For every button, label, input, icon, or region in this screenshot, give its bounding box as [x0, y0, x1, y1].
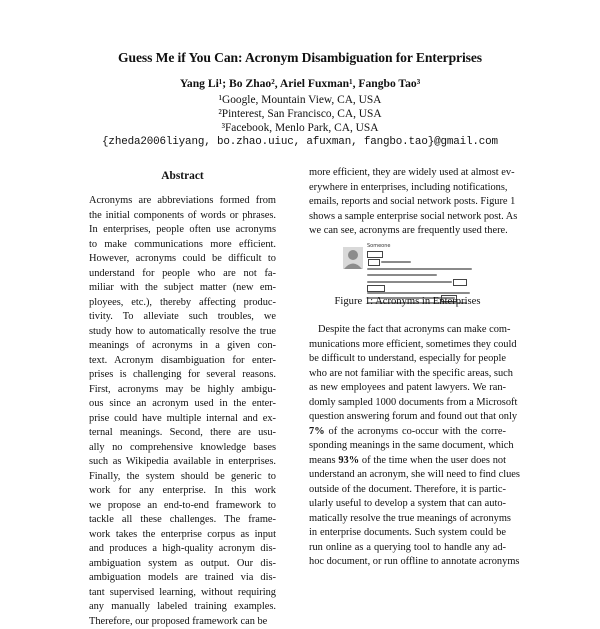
stat-high-rest: of the time when the user does not	[359, 455, 506, 466]
intro-line: be difficult to understand, especially for people	[309, 352, 506, 367]
abstract-line: miliar with the subject matter (new em-	[89, 281, 276, 296]
abstract-heading: Abstract	[89, 170, 276, 182]
stat-high-prefix: means	[309, 455, 338, 466]
abstract-line: meanings of acronyms in a given con-	[89, 339, 276, 354]
post-author: Someone	[367, 243, 390, 249]
abstract-line: we propose an end-to-end framework to	[89, 499, 276, 514]
abstract-line: such as Wikipedia available in enterprises.	[89, 455, 276, 470]
affiliation-facebook: ³Facebook, Menlo Park, CA, USA	[0, 122, 600, 134]
stat-low-bold: 7%	[309, 426, 325, 437]
abstract-line: Acronyms are abbreviations formed from	[89, 194, 276, 209]
abstract-line: ambiguation system as output. Our dis-	[89, 557, 276, 572]
abstract-line: prises is challenging for several reasons.	[89, 368, 276, 383]
abstract-line: tackle all these challenges. The frame-	[89, 513, 276, 528]
post-text-line	[367, 292, 470, 294]
avatar-icon	[343, 247, 363, 269]
intro-line: we can see, acronyms are frequently used there.	[309, 224, 506, 239]
intro-line: shows a sample enterprise social network post. As	[309, 210, 506, 225]
paper-title: Guess Me if You Can: Acronym Disambiguation for Enterprises	[0, 50, 600, 66]
abstract-line: ployees, etc.), thereby affecting produc-	[89, 296, 276, 311]
acronym-highlight	[368, 259, 380, 266]
affiliation-google: ¹Google, Mountain View, CA, USA	[0, 94, 600, 106]
intro-line: munications more efficient, sometimes they could	[309, 338, 506, 353]
intro-line: erywhere in enterprises, including notifications,	[309, 181, 506, 196]
abstract-line: prise could have multiple internal and ex-	[89, 412, 276, 427]
stat-low-rest: of the acronyms co-occur with the corre-	[325, 426, 506, 437]
acronym-highlight	[367, 285, 385, 292]
abstract-line: ambiguation models are trained via dis-	[89, 571, 276, 586]
intro-line: domly sampled 1000 documents from a Microsoft	[309, 396, 506, 411]
intro-line: more efficient, they are widely used at almost ev-	[309, 166, 506, 181]
acronym-highlight	[367, 251, 383, 258]
abstract-line: work for any enterprise. In this work	[89, 484, 276, 499]
abstract-line: ternal meanings. Second, there are usu-	[89, 426, 276, 441]
intro-paragraph-bottom	[309, 323, 506, 570]
acronym-highlight	[453, 279, 467, 286]
post-text-line	[367, 268, 472, 270]
intro-line: ularly useful to develop a system that can auto-	[309, 497, 506, 512]
intro-line-stat-high	[309, 454, 506, 469]
intro-line: sponding meanings in the same document, which	[309, 439, 506, 454]
author-emails: {zheda2006liyang, bo.zhao.uiuc, afuxman, fangbo.tao}@gmail.com	[0, 136, 600, 148]
abstract-line: Finally, the system should be generic to	[89, 470, 276, 485]
abstract-line: to make communications more efficient.	[89, 238, 276, 253]
intro-line: question answering forum and found out that only	[309, 410, 506, 425]
post-text-line	[367, 274, 437, 276]
affiliation-pinterest: ²Pinterest, San Francisco, CA, USA	[0, 108, 600, 120]
abstract-line: the initial components of words or phrases.	[89, 209, 276, 224]
abstract-line: tivity. To alleviate such troubles, we	[89, 310, 276, 325]
abstract-line: any manually labeled training examples.	[89, 600, 276, 615]
abstract-line: ous since an acronym used in the enter-	[89, 397, 276, 412]
abstract-line: understand for people who are not fa-	[89, 267, 276, 282]
intro-line: run online as a querying tool to handle any ad-	[309, 541, 506, 556]
abstract-line: First, acronyms may be highly ambigu-	[89, 383, 276, 398]
abstract-line: study how to automatically resolve the true	[89, 325, 276, 340]
abstract-line: text. Acronym disambiguation for enter-	[89, 354, 276, 369]
intro-line: matically resolve the true meanings of acronyms	[309, 512, 506, 527]
abstract-body	[89, 194, 276, 629]
abstract-line: In enterprises, people often use acronyms	[89, 223, 276, 238]
abstract-line: Therefore, our proposed framework can be	[89, 615, 276, 629]
intro-line: emails, reports and social network posts. Figure 1	[309, 195, 506, 210]
intro-line-stat-low	[309, 425, 506, 440]
intro-line: outside of the document. Therefore, it is partic-	[309, 483, 506, 498]
author-list: Yang Li¹; Bo Zhao², Ariel Fuxman¹, Fangbo Tao³	[0, 77, 600, 90]
intro-line: understand an acronym, she will need to find clues	[309, 468, 506, 483]
figure-caption: Figure 1: Acronyms in Enterprises	[309, 296, 506, 307]
abstract-line: work takes the enterprise corpus as input	[89, 528, 276, 543]
stat-high-bold: 93%	[338, 455, 359, 466]
abstract-line: However, acronyms could be difficult to	[89, 252, 276, 267]
post-text-line	[367, 281, 452, 283]
abstract-line: and produces a high-quality acronym dis-	[89, 542, 276, 557]
intro-line: who are not familiar with the specific areas, such	[309, 367, 506, 382]
post-text-line	[381, 261, 411, 263]
abstract-line: ally no comprehensive knowledge bases	[89, 441, 276, 456]
intro-line: as new employees and patent lawyers. We ran-	[309, 381, 506, 396]
abstract-line: tant supervised learning, without requiring	[89, 586, 276, 601]
intro-line: hoc document, or run offline to annotate acronyms	[309, 555, 506, 570]
intro-paragraph-top	[309, 166, 506, 239]
intro-line: Despite the fact that acronyms can make com-	[309, 323, 506, 338]
intro-line: in enterprise documents. Such system could be	[309, 526, 506, 541]
